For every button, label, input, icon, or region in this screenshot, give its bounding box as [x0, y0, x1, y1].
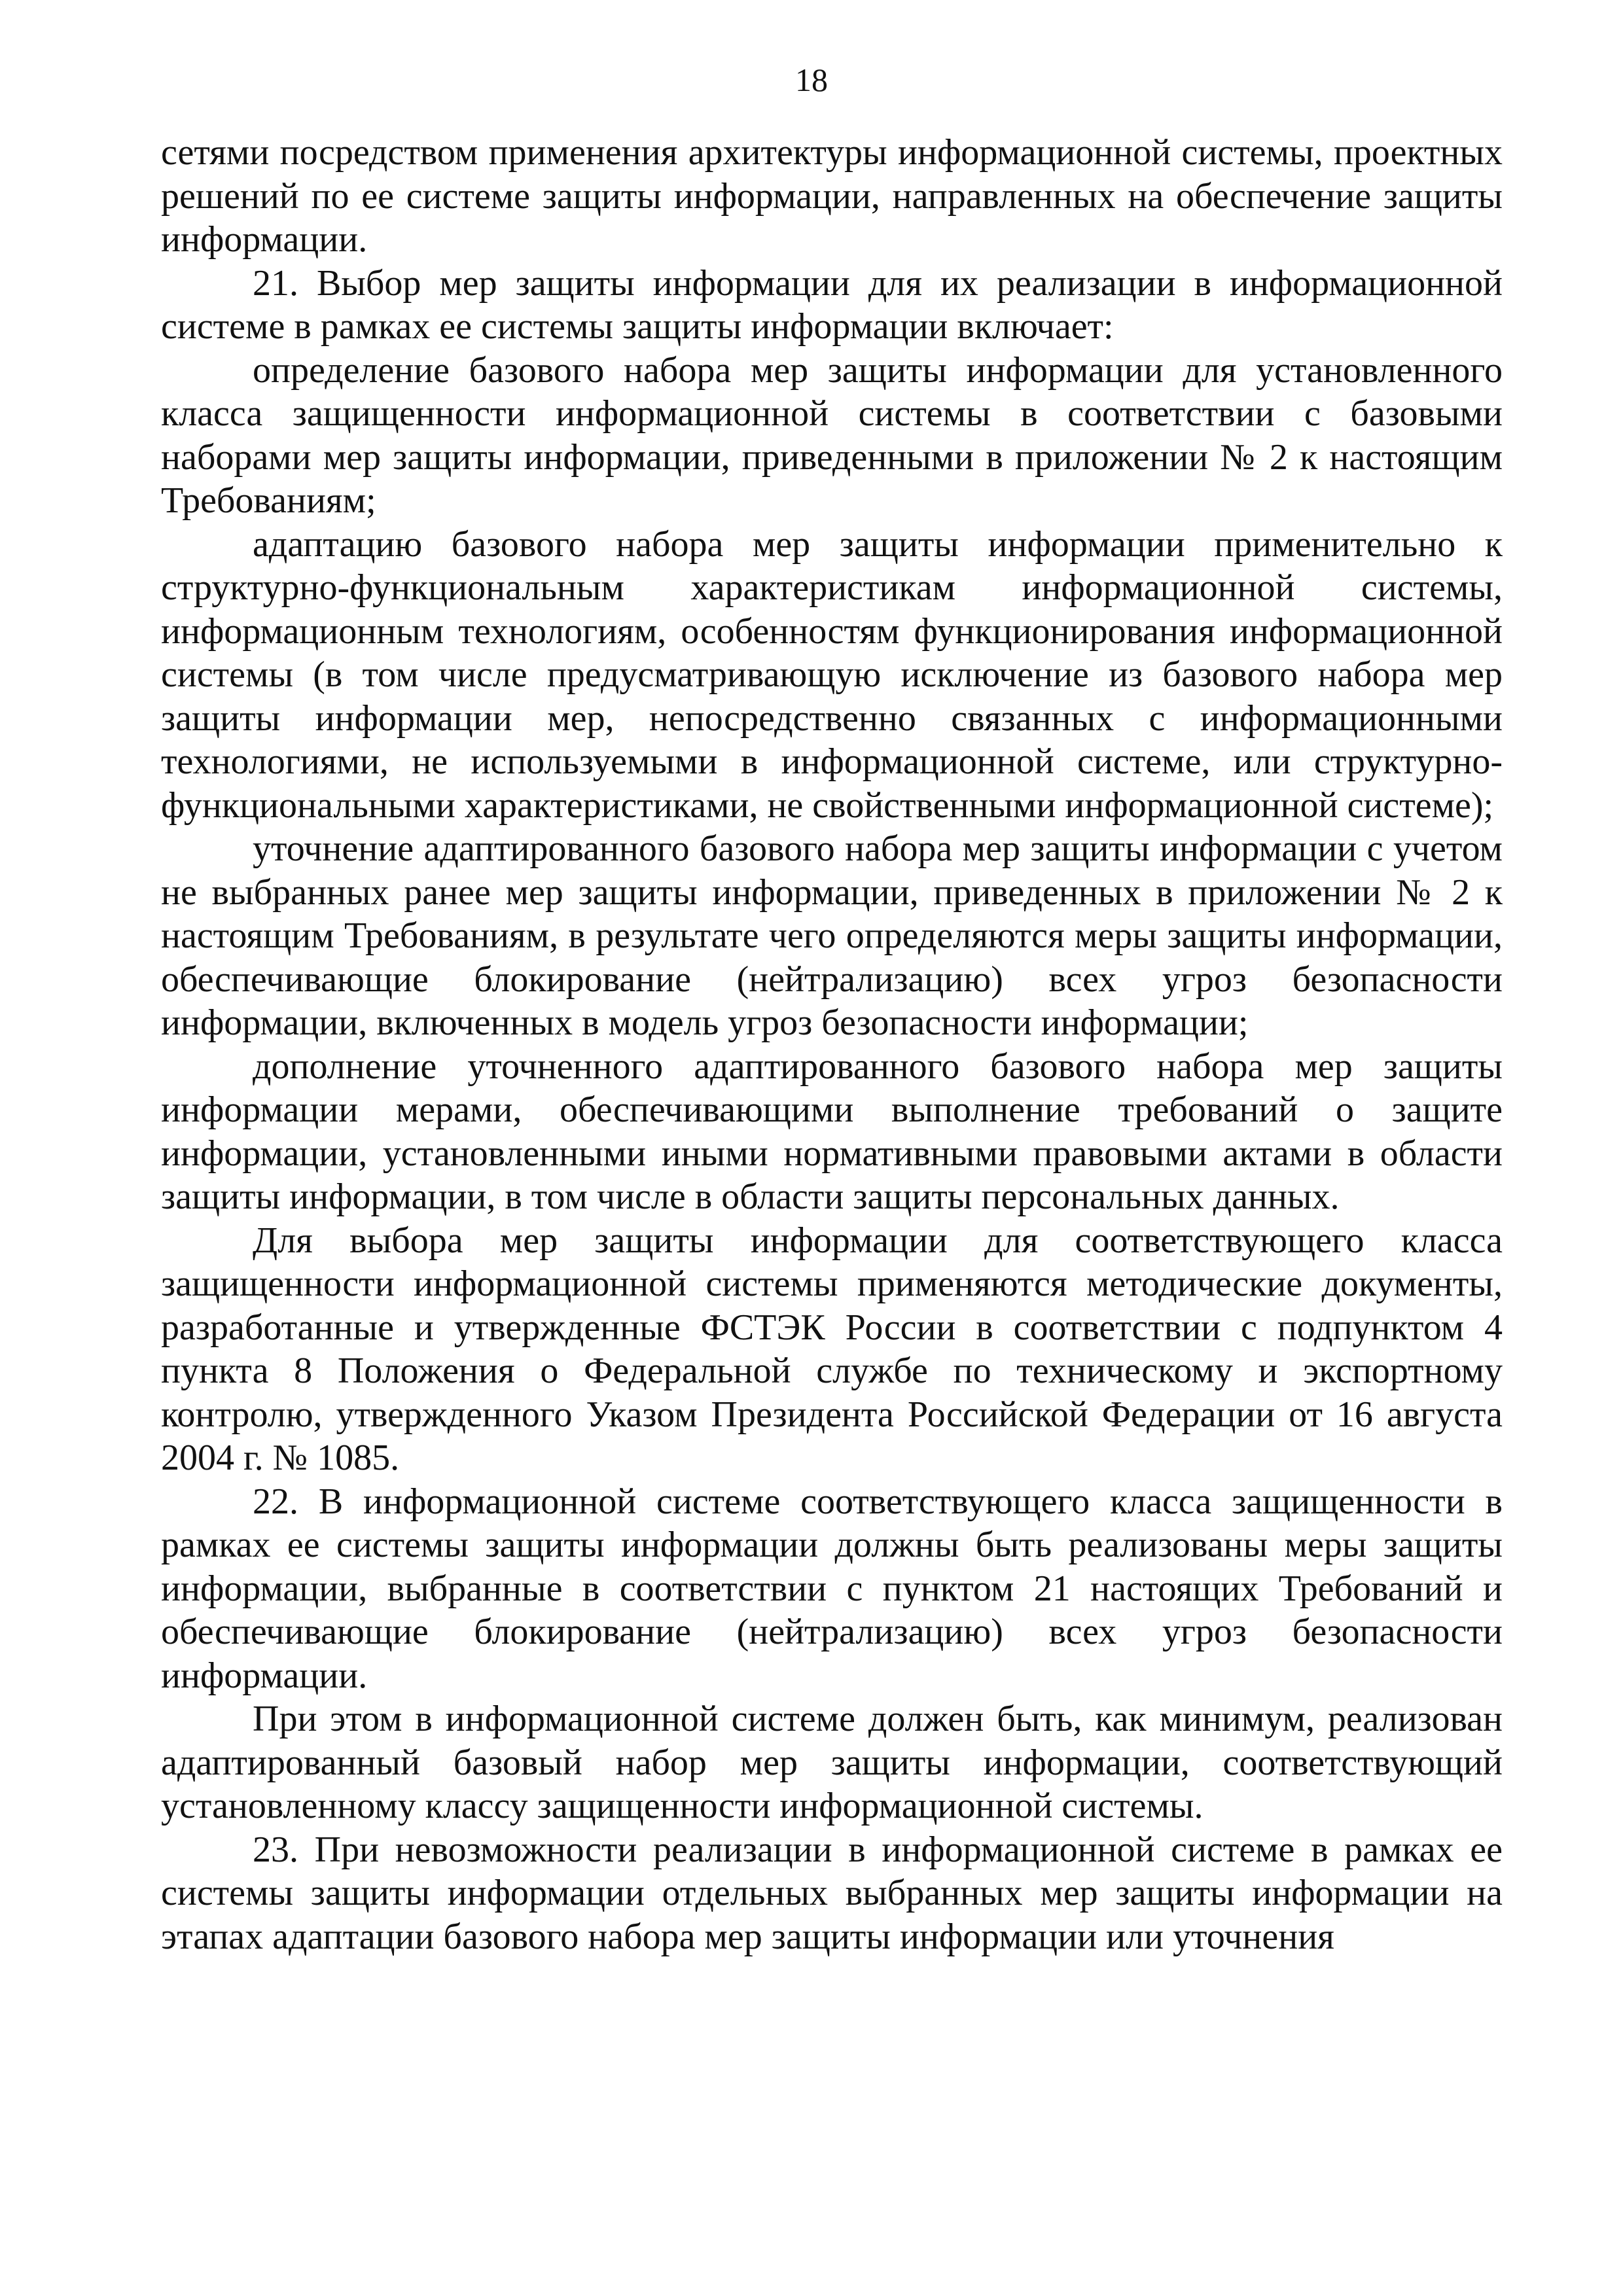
paragraph-clause-21-item-4: дополнение уточненного адаптированного базового набора мер защиты информации мерами, обеспечивающими выполнение требований о защите информации, установленными иными нормативными правовыми актами в области защиты информации, в том числе в области защиты персональных данных.	[161, 1046, 1503, 1217]
paragraph-clause-21-item-1: определение базового набора мер защиты информации для установленного класса защищенности информационной системы в соответствии с базовыми наборами мер защиты информации, приведенными в приложении № 2 к настоящим Требованиям;	[161, 349, 1503, 521]
paragraph-clause-23: 23. При невозможности реализации в информационной системе в рамках ее системы защиты информации отдельных выбранных мер защиты информации на этапах адаптации базового набора мер защиты информации или уточнения	[161, 1829, 1503, 1957]
paragraph-clause-21-item-3: уточнение адаптированного базового набора мер защиты информации с учетом не выбранных ранее мер защиты информации, приведенных в приложении № 2 к настоящим Требованиям, в результате чего определяются меры защиты информации, обеспечивающие блокирование (нейтрализацию) всех угроз безопасности информации, включенных в модель угроз безопасности информации;	[161, 828, 1503, 1043]
paragraph-clause-21: 21. Выбор мер защиты информации для их реализации в информационной системе в рамках ее системы защиты информации включает:	[161, 262, 1503, 347]
paragraph-clause-22: 22. В информационной системе соответствующего класса защищенности в рамках ее системы защиты информации должны быть реализованы меры защиты информации, выбранные в соответствии с пунктом 21 настоящих Требований и обеспечивающие блокирование (нейтрализацию) всех угроз безопасности информации.	[161, 1481, 1503, 1696]
page-number: 18	[795, 62, 828, 98]
document-body	[161, 131, 1503, 1958]
paragraph-continuation: сетями посредством применения архитектуры информационной системы, проектных решений по ее системе защиты информации, направленных на обеспечение защиты информации.	[161, 132, 1503, 260]
paragraph-clause-22-minimum: При этом в информационной системе должен быть, как минимум, реализован адаптированный базовый набор мер защиты информации, соответствующий установленному классу защищенности информационной системы.	[161, 1699, 1503, 1826]
paragraph-clause-21-methods: Для выбора мер защиты информации для соответствующего класса защищенности информационной системы применяются методические документы, разработанные и утвержденные ФСТЭК России в соответствии с подпунктом 4 пункта 8 Положения о Федеральной службе по техническому и экспортному контролю, утвержденного Указом Президента Российской Федерации от 16 августа 2004 г. № 1085.	[161, 1220, 1503, 1478]
paragraph-clause-21-item-2: адаптацию базового набора мер защиты информации применительно к структурно-функциональным характеристикам информационной системы, информационным технологиям, особенностям функционирования информационной системы (в том числе предусматривающую исключение из базового набора мер защиты информации мер, непосредственно связанных с информационными технологиями, не используемыми в информационной системе, или структурно-функциональными характеристиками, не свойственными информационной системе);	[161, 523, 1503, 826]
